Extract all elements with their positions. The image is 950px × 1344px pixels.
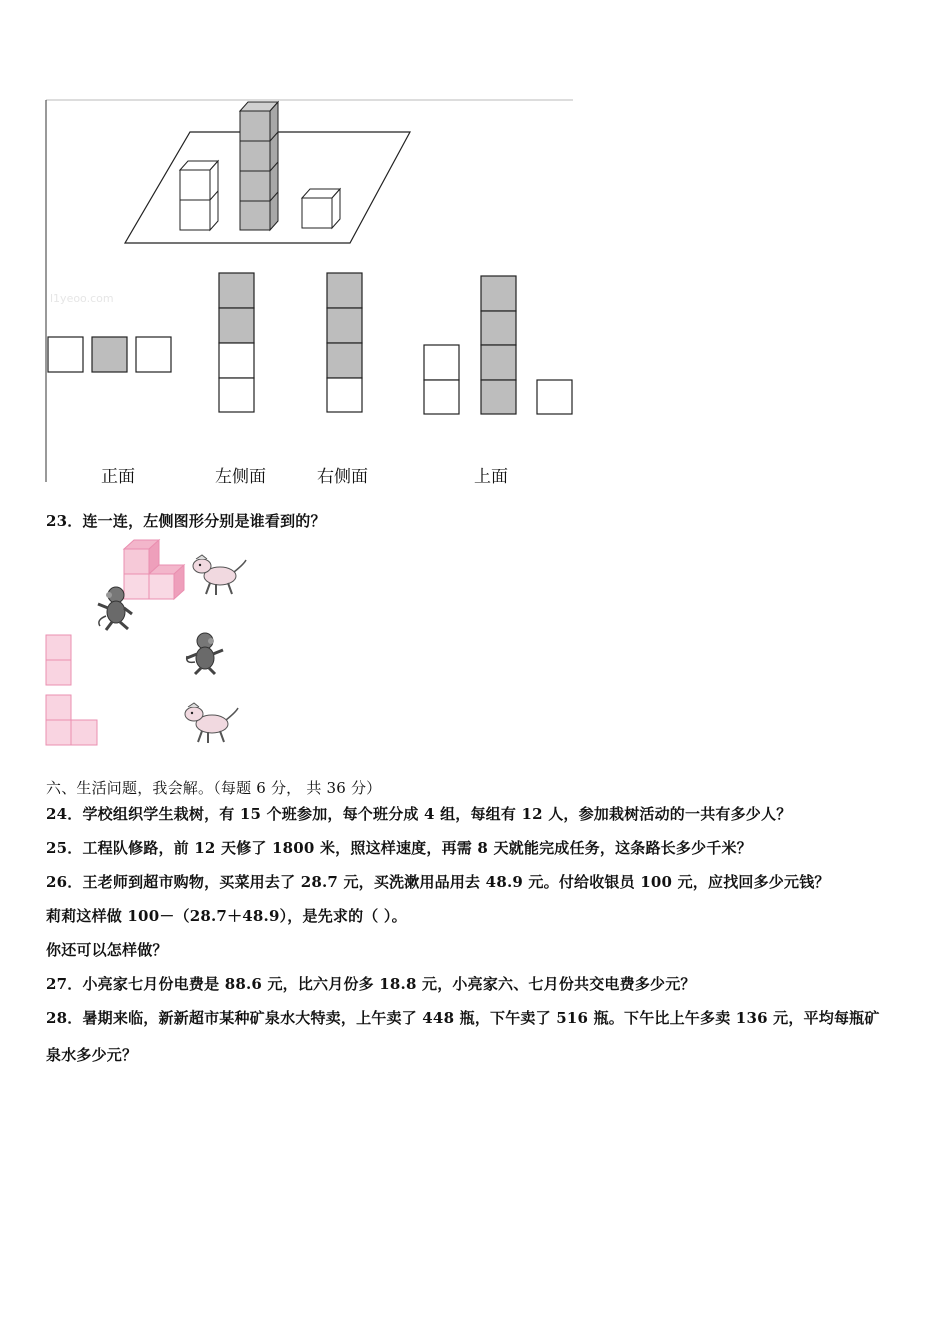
top-view [424, 276, 572, 414]
pink-view-l-shape [46, 695, 97, 745]
question-23: 23．连一连，左侧图形分别是谁看到的？ [46, 512, 326, 530]
question-27: 27．小亮家七月份电费是 88.6 元，比六月份多 18.8 元，小亮家六、七月份共交电费多少元？ [46, 975, 696, 993]
question-28-line-2: 泉水多少元？ [46, 1046, 138, 1064]
label-right-view: 右侧面 [317, 467, 368, 487]
cube-stack-left [180, 161, 218, 230]
pink-view-vertical [46, 635, 71, 685]
question-24: 24．学校组织学生栽树，有 15 个班参加，每个班分成 4 组，每组有 12 人，参加栽树活动的一共有多少人？ [46, 805, 792, 823]
question-26-line-3: 你还可以怎样做？ [46, 941, 168, 959]
left-side-view [219, 273, 254, 412]
label-front-view: 正面 [101, 467, 135, 487]
pink-cube-group [124, 540, 184, 599]
question-26-line-2: 莉莉这样做 100－（28.7＋48.9），是先求的（ ）。 [46, 907, 407, 925]
cube-stack-middle [240, 102, 278, 230]
monkey-icon [187, 633, 223, 674]
question-28-line-1: 28．暑期来临，新新超市某种矿泉水大特卖，上午卖了 448 瓶，下午卖了 516 瓶。下午比上午多卖 136 元，平均每瓶矿 [46, 1009, 880, 1027]
label-top-view: 上面 [474, 467, 508, 487]
section-6-title: 六、生活问题，我会解。（每题 6 分， 共 36 分） [46, 779, 382, 797]
label-left-view: 左侧面 [215, 467, 266, 487]
three-views-figure [0, 0, 950, 500]
dog-icon [193, 555, 246, 595]
cube-single-right [302, 189, 340, 228]
dog-icon [185, 703, 238, 743]
right-side-view [327, 273, 362, 412]
svg-text:l1yeoo.com: l1yeoo.com [50, 292, 114, 305]
front-view [48, 337, 171, 372]
question-26-line-1: 26．王老师到超市购物，买菜用去了 28.7 元，买洗漱用品用去 48.9 元。付给收银员 100 元，应找回多少元钱？ [46, 873, 830, 891]
question-25: 25．工程队修路，前 12 天修了 1800 米，照这样速度，再需 8 天就能完成任务，这条路长多少千米？ [46, 839, 752, 857]
q23-figure [0, 530, 950, 760]
